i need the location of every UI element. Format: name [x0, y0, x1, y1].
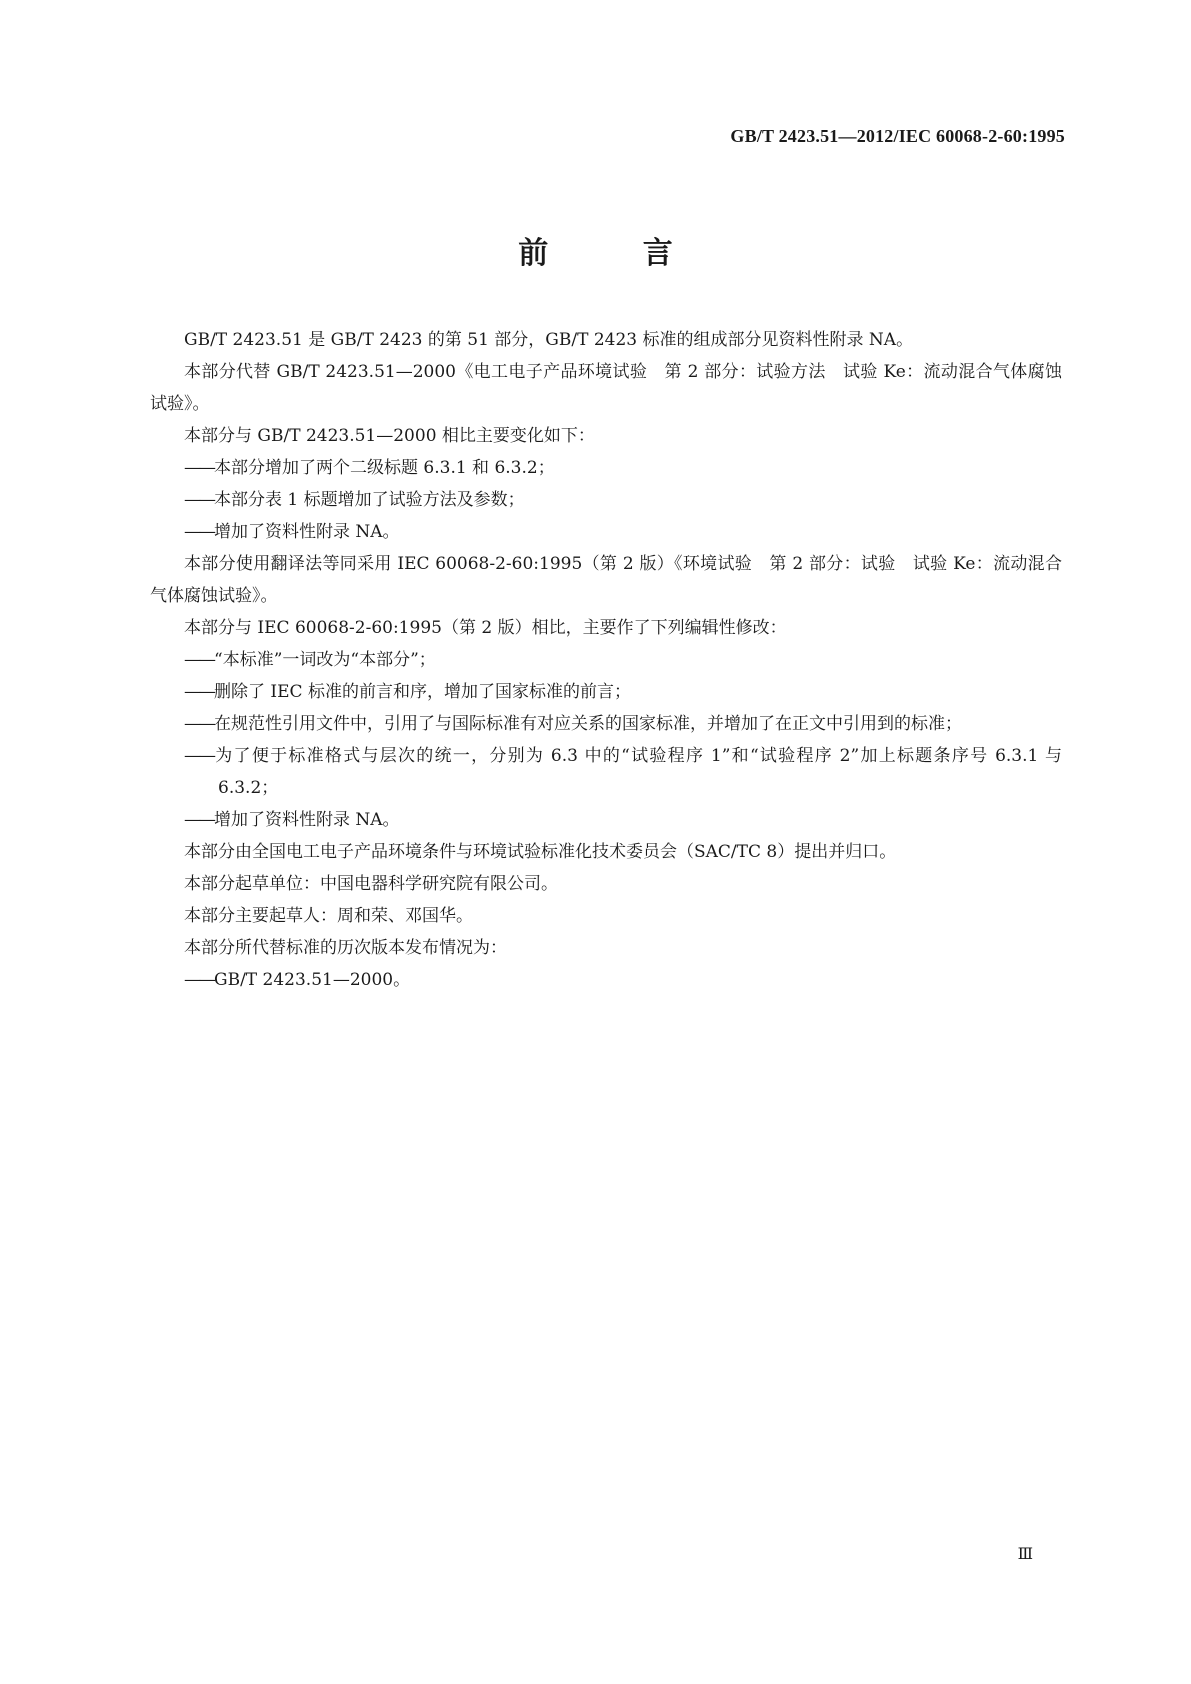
- page-title: 前 言: [518, 236, 715, 271]
- list-item-text: 增加了资料性附录 NA。: [214, 810, 400, 830]
- list-item: [150, 804, 1062, 836]
- paragraph: 本部分由全国电工电子产品环境条件与环境试验标准化技术委员会（SAC/TC 8）提出并归口。: [184, 842, 897, 862]
- list-item-text: GB/T 2423.51—2000。: [214, 970, 411, 990]
- paragraph: 本部分主要起草人：周和荣、邓国华。: [184, 906, 473, 926]
- list-item: [150, 964, 1062, 996]
- list-item-text: 本部分增加了两个二级标题 6.3.1 和 6.3.2；: [214, 458, 555, 478]
- paragraph: GB/T 2423.51 是 GB/T 2423 的第 51 部分，GB/T 2423 标准的组成部分见资料性附录 NA。: [184, 330, 914, 350]
- document-body: [150, 324, 1062, 996]
- list-item: [150, 644, 1062, 676]
- list-dash: ——: [184, 746, 214, 766]
- list-item-text: 为了便于标准格式与层次的统一，分别为 6.3 中的“试验程序 1”和“试验程序 2”加上标题条序号 6.3.1 与 6.3.2；: [214, 746, 1062, 798]
- paragraph: 本部分与 GB/T 2423.51—2000 相比主要变化如下：: [184, 426, 595, 446]
- standard-code: GB/T 2423.51—2012/IEC 60068-2-60:1995: [730, 126, 1065, 146]
- list-item: [150, 484, 1062, 516]
- list-item-text: 本部分表 1 标题增加了试验方法及参数；: [214, 490, 525, 510]
- list-dash: ——: [184, 714, 214, 734]
- list-item-text: “本标准”一词改为“本部分”；: [214, 650, 436, 670]
- list-dash: ——: [184, 650, 214, 670]
- list-dash: ——: [184, 810, 214, 830]
- list-dash: ——: [184, 970, 214, 990]
- page-number: Ⅲ: [1017, 1546, 1033, 1563]
- list-dash: ——: [184, 682, 214, 702]
- paragraph: 本部分代替 GB/T 2423.51—2000《电工电子产品环境试验 第 2 部分：试验方法 试验 Ke：流动混合气体腐蚀试验》。: [150, 362, 1062, 414]
- list-item: [150, 676, 1062, 708]
- paragraph: 本部分使用翻译法等同采用 IEC 60068-2-60:1995（第 2 版）《环境试验 第 2 部分：试验 试验 Ke：流动混合气体腐蚀试验》。: [150, 554, 1062, 606]
- list-dash: ——: [184, 490, 214, 510]
- paragraph: 本部分起草单位：中国电器科学研究院有限公司。: [184, 874, 558, 894]
- list-dash: ——: [184, 522, 214, 542]
- list-item-text: 删除了 IEC 标准的前言和序，增加了国家标准的前言；: [214, 682, 631, 702]
- paragraph: 本部分所代替标准的历次版本发布情况为：: [184, 938, 507, 958]
- list-item: [150, 740, 1062, 804]
- list-item: [150, 516, 1062, 548]
- list-item-text: 增加了资料性附录 NA。: [214, 522, 400, 542]
- list-dash: ——: [184, 458, 214, 478]
- list-item: [150, 708, 1062, 740]
- list-item-text: 在规范性引用文件中，引用了与国际标准有对应关系的国家标准，并增加了在正文中引用到的标准；: [214, 714, 962, 734]
- paragraph: 本部分与 IEC 60068-2-60:1995（第 2 版）相比，主要作了下列编辑性修改：: [184, 618, 787, 638]
- list-item: [150, 452, 1062, 484]
